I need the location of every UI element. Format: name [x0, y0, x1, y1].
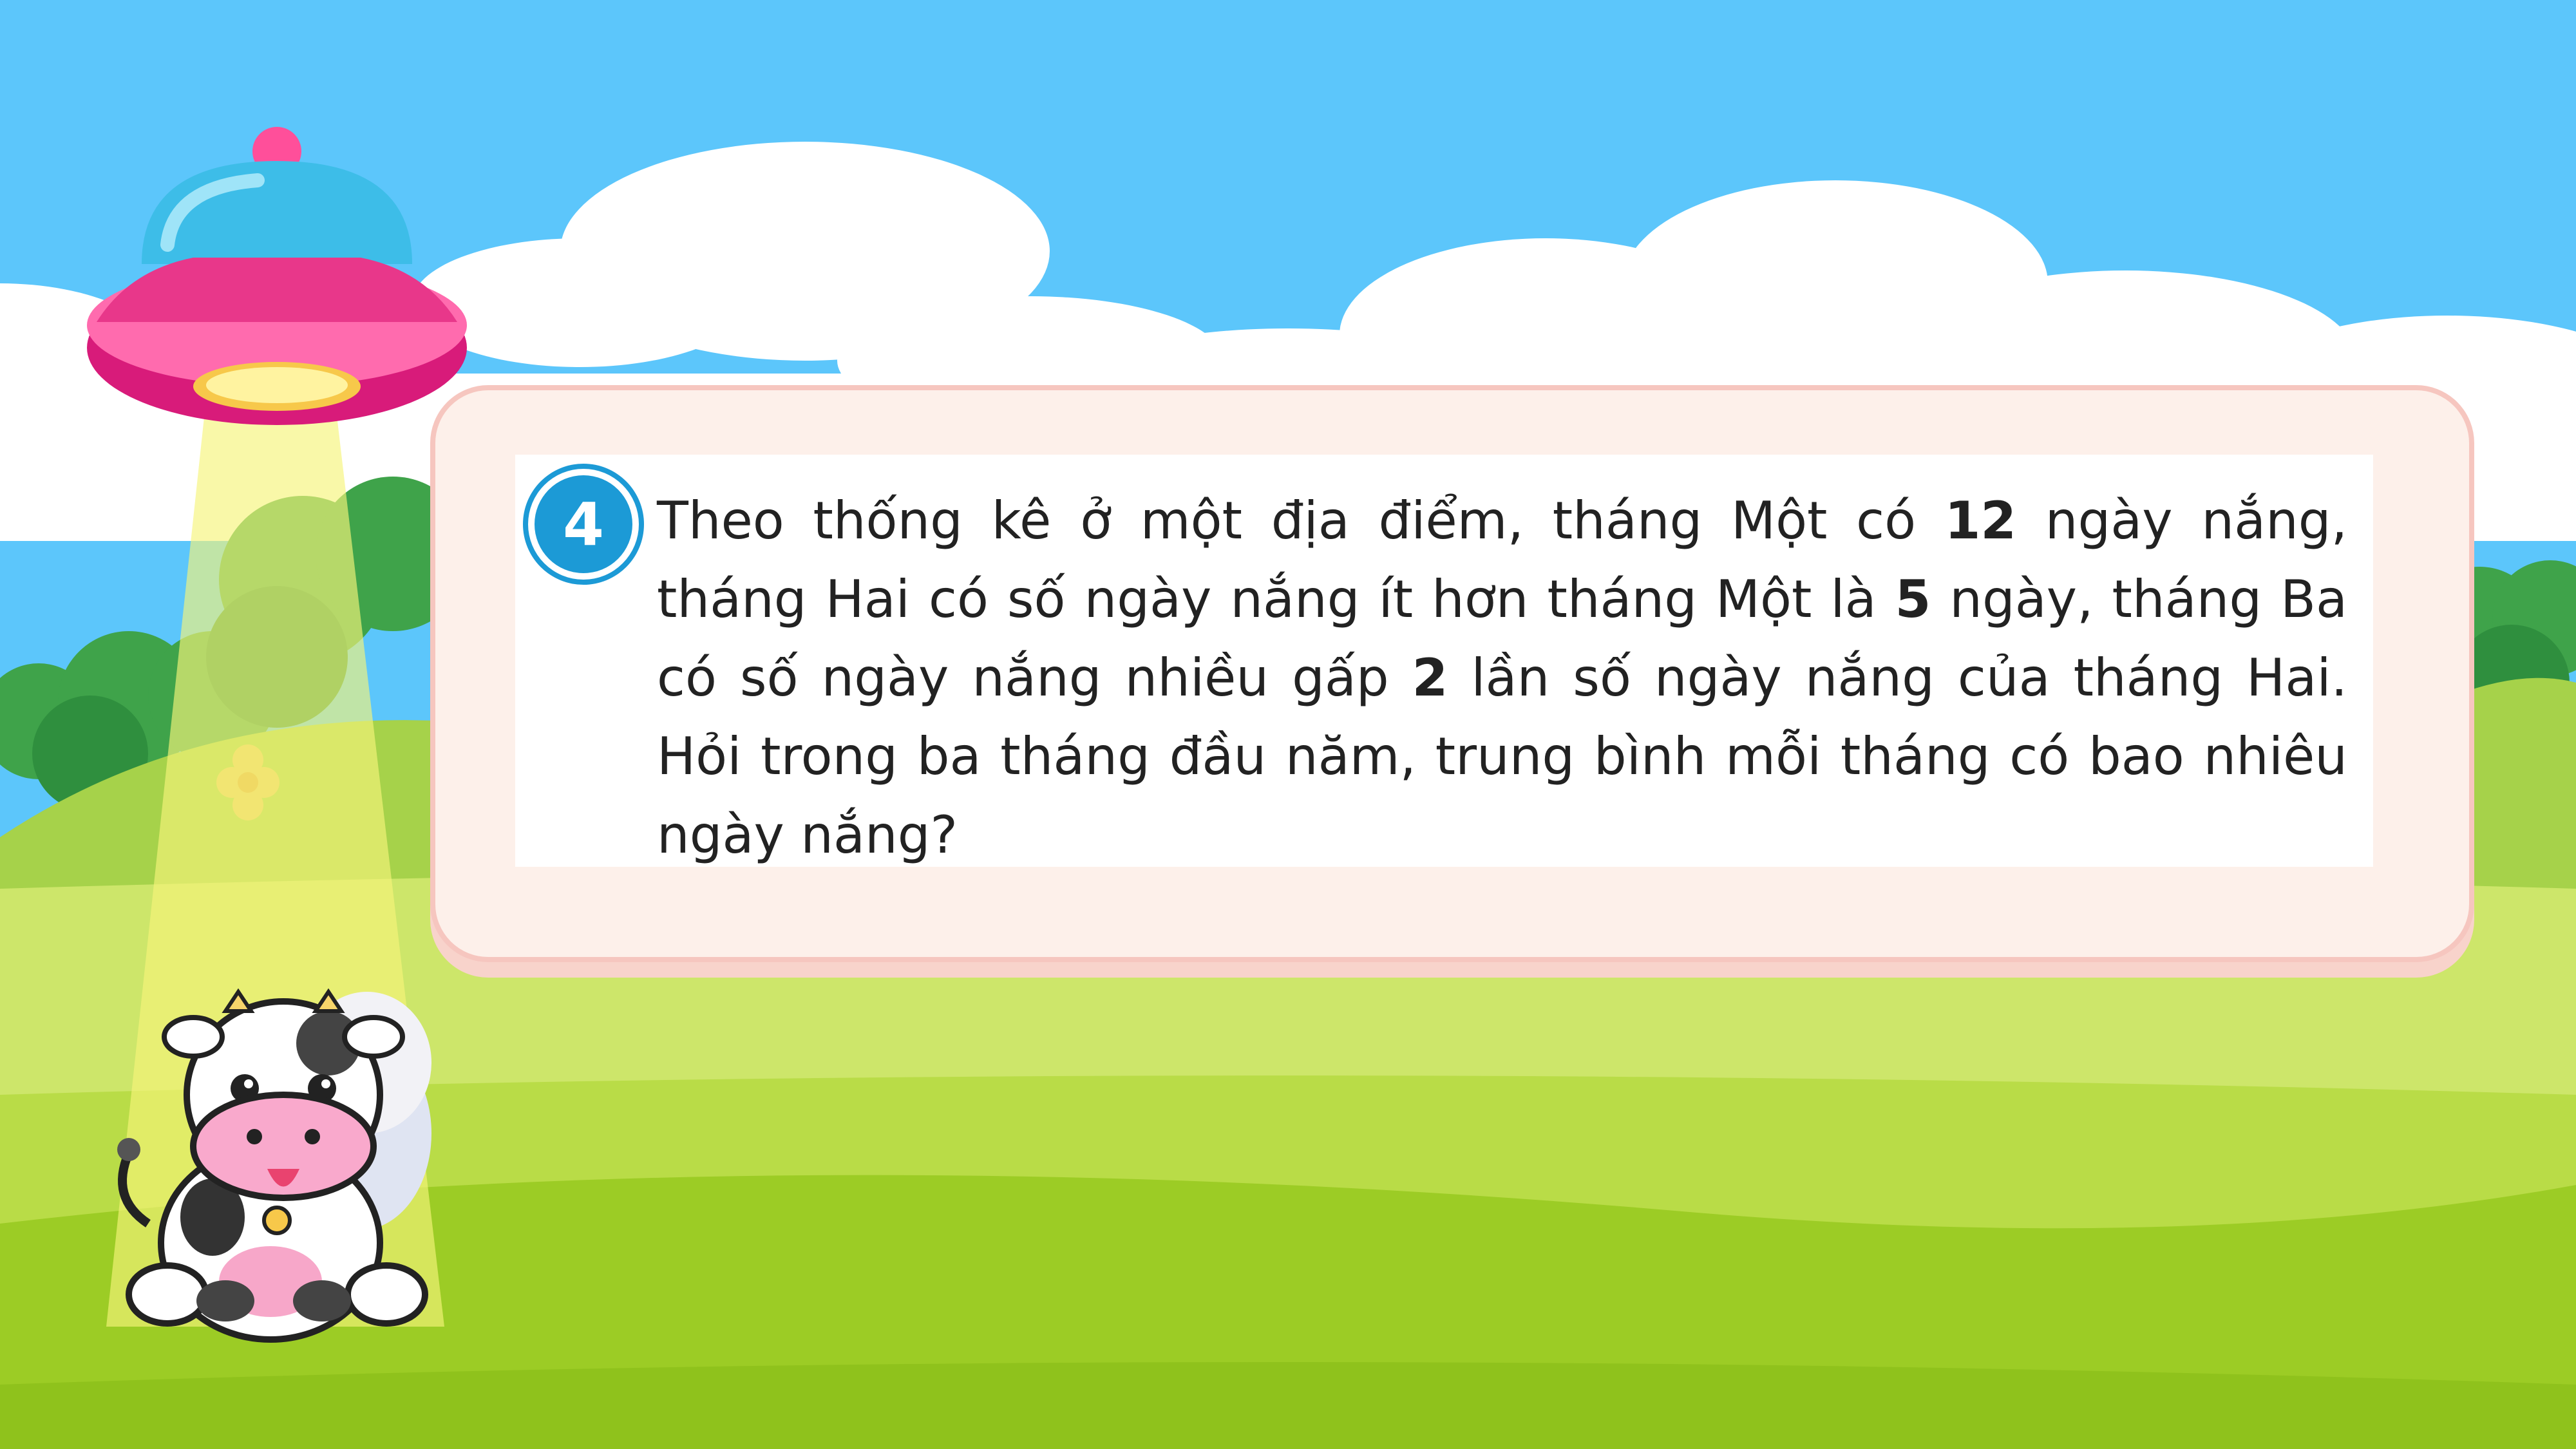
- question-number-badge: [535, 475, 632, 573]
- question-text-part: ngày nắng, tháng Hai có số ngày nắng ít hơn tháng Một là: [657, 491, 2348, 629]
- question-number: 4: [562, 489, 604, 559]
- question-text: [657, 482, 2347, 875]
- question-text-part: lần số ngày nắng của tháng Hai. Hỏi trong ba tháng đầu năm, trung bình mỗi tháng có bao nhiêu ngày nắng?: [657, 648, 2347, 865]
- question-text-part: Theo thống kê ở một địa điểm, tháng Một có: [657, 491, 1945, 551]
- question-number-highlight: 5: [1895, 569, 1931, 629]
- question-number-highlight: 12: [1944, 491, 2017, 551]
- question-text-part: ngày, tháng Ba có số ngày nắng nhiều gấp: [657, 569, 2347, 708]
- question-number-highlight: 2: [1412, 648, 1448, 708]
